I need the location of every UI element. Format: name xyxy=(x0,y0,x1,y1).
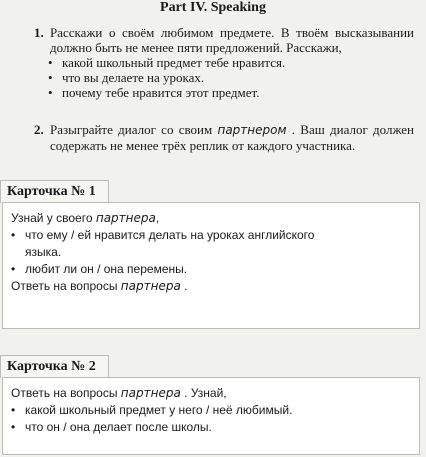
card-2-intro-end: . Узнай, xyxy=(184,386,227,400)
card-1-intro-text: Узнай у своего xyxy=(11,211,93,225)
card-1-title: Карточка № 1 xyxy=(0,180,109,203)
list-item: • почему тебе нравится этот предмет. xyxy=(48,85,414,100)
list-item-continuation: языка. xyxy=(25,245,62,259)
task-2-text xyxy=(50,122,414,153)
handwritten-word: партнера xyxy=(95,211,156,225)
handwritten-word: партнера xyxy=(120,386,181,400)
card-2 xyxy=(2,377,420,455)
handwritten-word: партнера xyxy=(120,279,181,293)
task-2-number: 2. xyxy=(34,122,44,137)
card-1-outro-punct: . xyxy=(184,279,188,293)
task-1-text: Расскажи о своём любимом предмете. В твоём высказывании должно быть не менее пяти предложений. Расскажи, xyxy=(50,25,414,55)
card-2-intro-text: Ответь на вопросы xyxy=(11,386,118,400)
card-2-title: Карточка № 2 xyxy=(0,355,109,378)
list-item: • что он / она делает после школы. xyxy=(11,419,409,436)
section-title: Part IV. Speaking xyxy=(160,0,266,15)
task-1-number: 1. xyxy=(34,25,44,40)
card-2-intro xyxy=(11,385,409,402)
card-1-outro-text: Ответь на вопросы xyxy=(11,279,118,293)
list-item: • что вы делаете на уроках. xyxy=(48,70,414,85)
task-1-list xyxy=(48,55,414,100)
handwritten-word: партнером xyxy=(217,123,287,137)
card-1-intro-punct: , xyxy=(155,211,160,225)
list-item: • что ему / ей нравится делать на уроках английского xyxy=(11,227,409,244)
list-item: • любит ли он / она перемены. xyxy=(11,261,409,278)
task-2-text-end: . Ваш диалог должен содержать не менее трёх реплик от каждого участника. xyxy=(50,122,414,153)
task-1 xyxy=(34,25,414,100)
task-2 xyxy=(34,122,414,153)
list-item: • какой школьный предмет у него / неё любимый. xyxy=(11,402,409,419)
card-1-outro xyxy=(11,278,409,295)
card-1-intro xyxy=(11,210,409,227)
list-item: • какой школьный предмет тебе нравится. xyxy=(48,55,414,70)
card-1 xyxy=(2,202,420,329)
task-2-text-start: Разыграйте диалог со своим xyxy=(50,122,213,137)
